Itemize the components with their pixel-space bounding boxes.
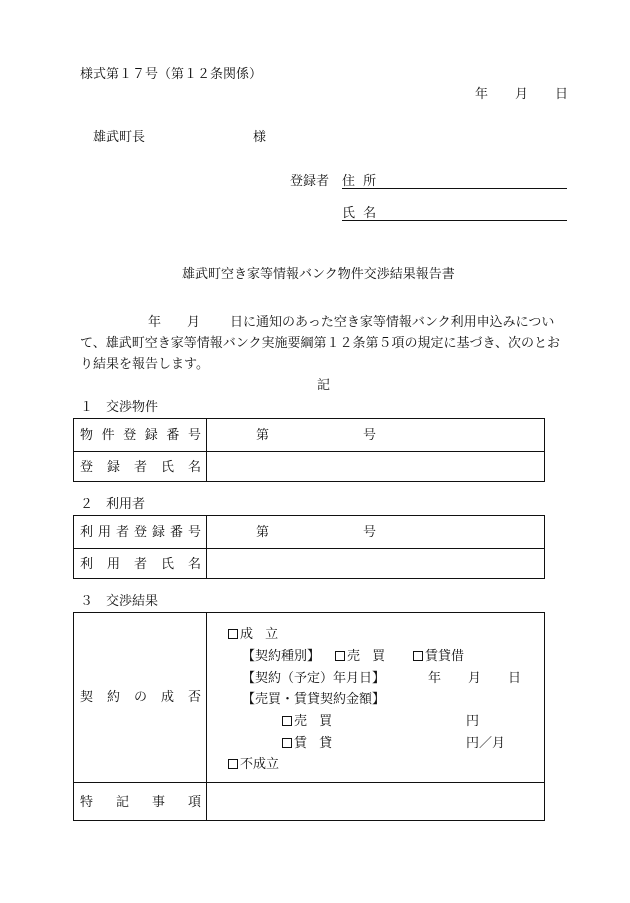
body-year-label: 年 bbox=[148, 315, 162, 330]
registrant-address-label: 住 所 bbox=[342, 174, 379, 189]
addressee-name: 雄武町長 bbox=[93, 130, 146, 145]
registrant-address-line[interactable] bbox=[342, 188, 567, 189]
property-table bbox=[73, 418, 545, 482]
property-number-prefix: 第 bbox=[256, 428, 270, 443]
document-title: 雄武町空き家等情報バンク物件交渉結果報告書 bbox=[182, 267, 455, 282]
amount-label: 【売買・賃貸契約金額】 bbox=[242, 692, 386, 707]
failure-option[interactable]: 不成立 bbox=[228, 758, 279, 771]
registrant-name-line[interactable] bbox=[342, 220, 567, 221]
type-lease-checkbox[interactable] bbox=[413, 651, 423, 661]
amount-lease-unit: 円／月 bbox=[466, 736, 506, 751]
ki-label: 記 bbox=[317, 378, 331, 393]
user-number-suffix: 号 bbox=[363, 525, 377, 540]
user-name-row-label: 利用者氏名 bbox=[80, 557, 201, 572]
registrant-label: 登録者 bbox=[290, 174, 330, 189]
amount-sale-option[interactable]: 売 買 bbox=[282, 715, 336, 728]
section-2-heading: ２ 利用者 bbox=[80, 497, 146, 512]
body-line-3: り結果を報告します。 bbox=[80, 357, 209, 372]
failure-checkbox[interactable] bbox=[228, 759, 238, 769]
amount-lease-option[interactable]: 賃 貸 bbox=[282, 737, 336, 750]
addressee-honorific: 様 bbox=[253, 130, 267, 145]
property-number-label: 物件登録番号 bbox=[80, 428, 201, 443]
date-month-label: 月 bbox=[515, 87, 529, 102]
type-lease-option[interactable]: 賃貸借 bbox=[413, 650, 464, 663]
user-table bbox=[73, 515, 545, 579]
user-number-prefix: 第 bbox=[256, 525, 270, 540]
contract-type-label: 【契約種別】 bbox=[242, 649, 321, 664]
amount-sale-checkbox[interactable] bbox=[282, 716, 292, 726]
contract-date-year: 年 bbox=[428, 671, 442, 686]
section-3-heading: ３ 交渉結果 bbox=[80, 594, 159, 609]
amount-sale-unit: 円 bbox=[466, 714, 480, 729]
form-number: 様式第１７号（第１２条関係） bbox=[80, 67, 263, 82]
contract-date-label: 【契約（予定）年月日】 bbox=[242, 671, 386, 686]
type-sale-checkbox[interactable] bbox=[335, 651, 345, 661]
result-table bbox=[73, 612, 545, 821]
body-month-label: 月 bbox=[187, 315, 201, 330]
property-number-suffix: 号 bbox=[363, 428, 377, 443]
user-number-label: 利用者登録番号 bbox=[80, 525, 201, 540]
contract-date-day: 日 bbox=[508, 671, 522, 686]
contract-outcome-label: 契約の成否 bbox=[80, 690, 201, 705]
body-line-2: て、雄武町空き家等情報バンク実施要綱第１２条第５項の規定に基づき、次のとお bbox=[80, 336, 560, 351]
success-checkbox[interactable] bbox=[228, 629, 238, 639]
type-sale-option[interactable]: 売 買 bbox=[335, 650, 389, 663]
success-option[interactable]: 成 立 bbox=[228, 628, 282, 641]
registrant-name-label: 氏 名 bbox=[342, 206, 379, 221]
amount-lease-checkbox[interactable] bbox=[282, 738, 292, 748]
date-year-label: 年 bbox=[475, 87, 489, 102]
date-day-label: 日 bbox=[555, 87, 569, 102]
registrant-name-row-label: 登録者氏名 bbox=[80, 460, 201, 475]
contract-date-month: 月 bbox=[468, 671, 482, 686]
body-line-1: 日に通知のあった空き家等情報バンク利用申込みについ bbox=[230, 315, 555, 330]
remarks-label: 特記事項 bbox=[80, 795, 201, 810]
section-1-heading: １ 交渉物件 bbox=[80, 400, 159, 415]
